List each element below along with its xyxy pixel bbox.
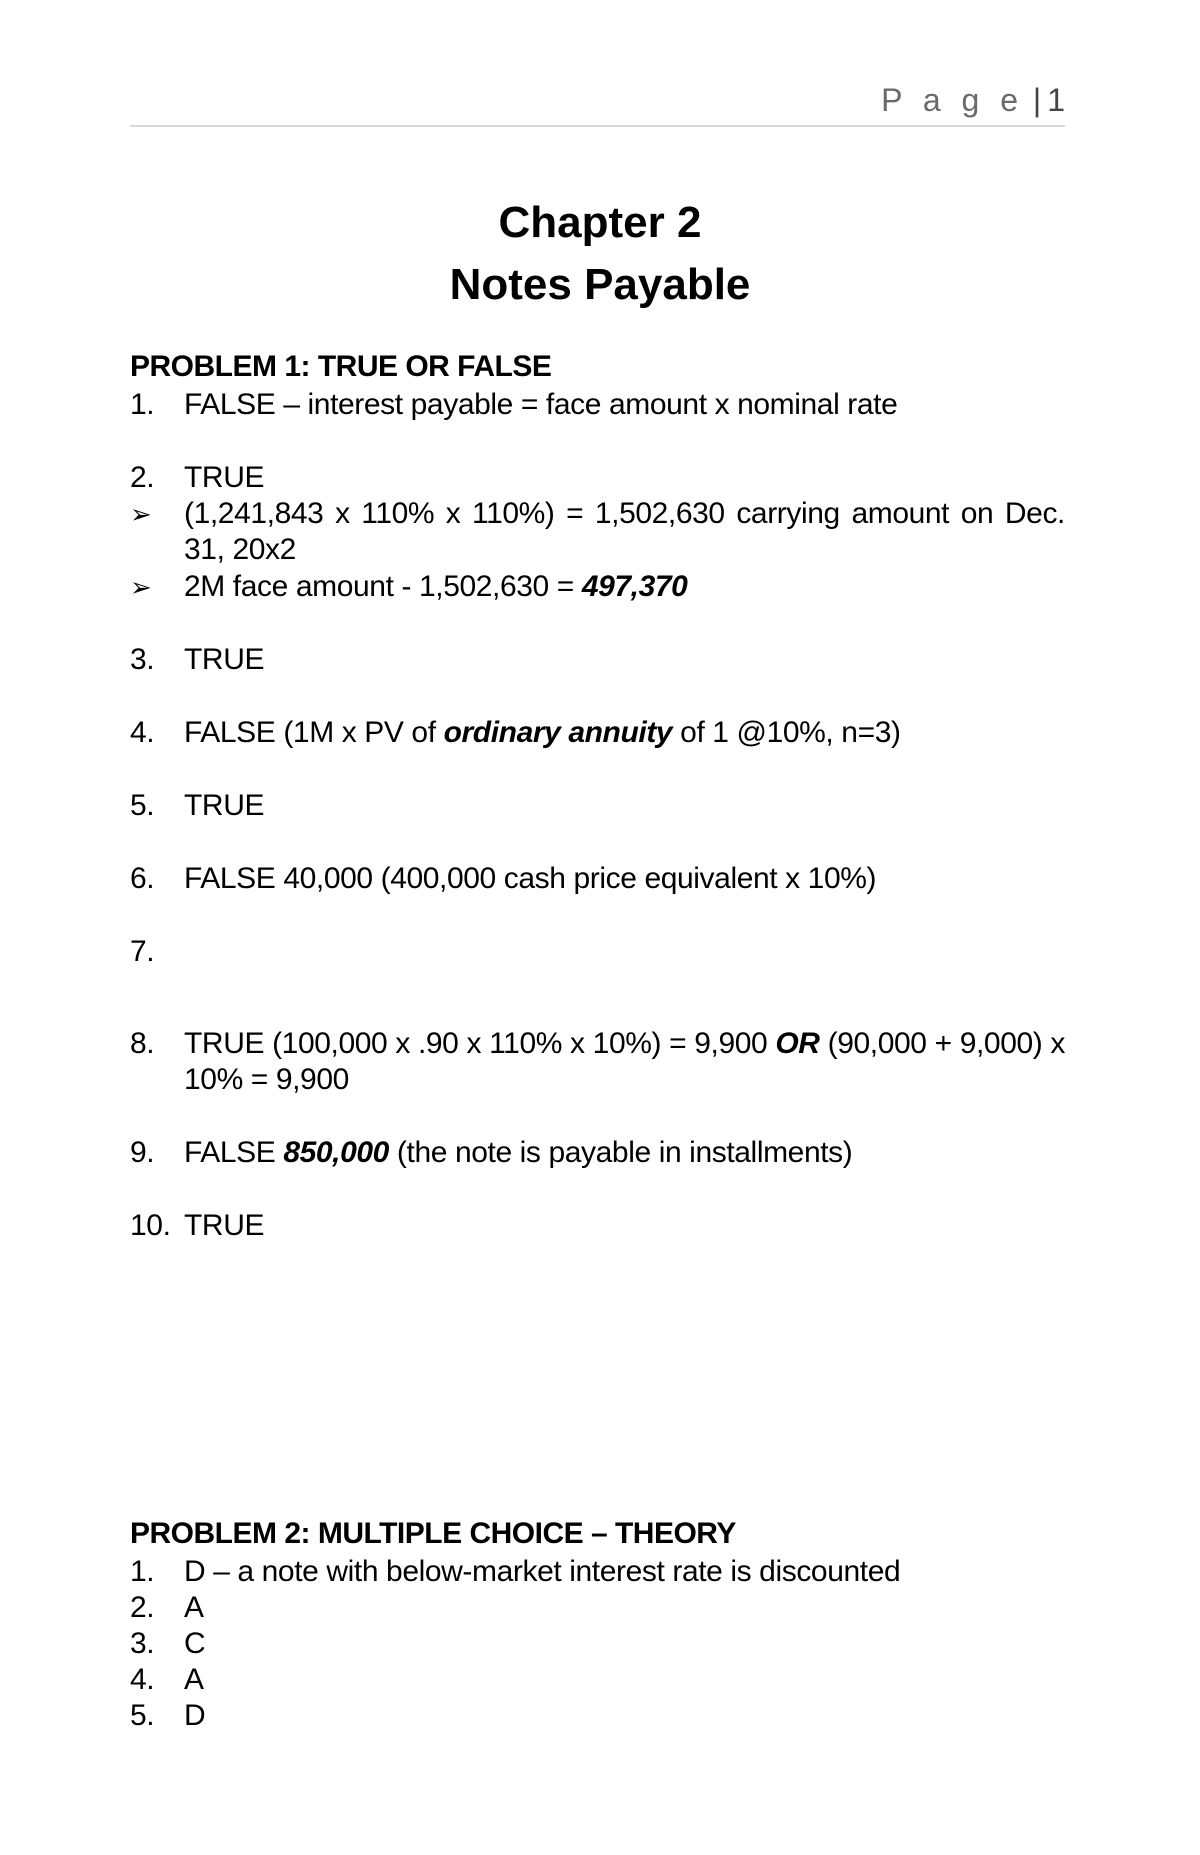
item-text: FALSE 40,000 (400,000 cash price equivalent x 10%)	[184, 862, 877, 895]
item-number: 6.	[130, 862, 155, 895]
item-text-part: (the note is payable in installments)	[388, 1136, 853, 1169]
page-header	[130, 82, 1065, 127]
arrow-bullet-icon: ➢	[130, 572, 152, 602]
item-number: 3.	[130, 1627, 155, 1660]
item-text: D	[184, 1699, 206, 1732]
item-number: 4.	[130, 716, 155, 749]
page-separator: |	[1032, 82, 1042, 118]
item-text: FALSE – interest payable = face amount x nominal rate	[184, 388, 898, 421]
item-text: TRUE	[184, 1209, 265, 1242]
problem1-heading: PROBLEM 1: TRUE OR FALSE	[130, 350, 552, 383]
item-text	[184, 1135, 1065, 1171]
item-number: 10.	[130, 1209, 171, 1242]
item-number: 5.	[130, 1699, 155, 1732]
item-text	[184, 1026, 1065, 1098]
item-text: A	[184, 1663, 204, 1696]
chapter-title: Chapter 2	[498, 198, 702, 247]
item-number: 8.	[130, 1027, 155, 1060]
emphasis-text: 850,000	[283, 1136, 389, 1169]
item-number: 1.	[130, 388, 155, 421]
item-number: 5.	[130, 789, 155, 822]
item-text: C	[184, 1627, 206, 1660]
item-text	[184, 715, 1065, 751]
item-text: TRUE	[184, 643, 265, 676]
item-number: 7.	[130, 935, 155, 968]
page-label: P a g e	[881, 82, 1024, 118]
item-text-part: 2M face amount - 1,502,630 =	[184, 570, 582, 603]
item-number: 9.	[130, 1136, 155, 1169]
item-text-part: FALSE (1M x PV of	[184, 716, 444, 749]
chapter-subtitle: Notes Payable	[449, 260, 751, 309]
item-text: D – a note with below-market interest rate is discounted	[184, 1555, 901, 1588]
emphasis-text: OR	[775, 1027, 820, 1060]
page-number: 1	[1047, 82, 1065, 118]
item-number: 2.	[130, 461, 155, 494]
emphasis-text: 497,370	[581, 570, 688, 603]
item-number: 4.	[130, 1663, 155, 1696]
item-text	[184, 569, 1065, 605]
item-number: 1.	[130, 1555, 155, 1588]
emphasis-text: ordinary annuity	[443, 716, 673, 749]
item-text: TRUE	[184, 789, 265, 822]
item-text-part: TRUE (100,000 x .90 x 110% x 10%) = 9,900	[184, 1027, 776, 1060]
item-text-part: FALSE	[184, 1136, 284, 1169]
item-text: (1,241,843 x 110% x 110%) = 1,502,630 carrying amount on Dec. 31, 20x2	[184, 497, 1065, 566]
item-number: 3.	[130, 643, 155, 676]
problem2-heading: PROBLEM 2: MULTIPLE CHOICE – THEORY	[130, 1517, 736, 1550]
arrow-bullet-icon: ➢	[130, 499, 152, 529]
item-number: 2.	[130, 1591, 155, 1624]
item-text-part: of 1 @10%, n=3)	[672, 716, 901, 749]
item-text: TRUE	[184, 461, 265, 494]
item-text-part: (90,000 + 9,000) x 10% = 9,900	[184, 1027, 1066, 1096]
item-text: A	[184, 1591, 204, 1624]
